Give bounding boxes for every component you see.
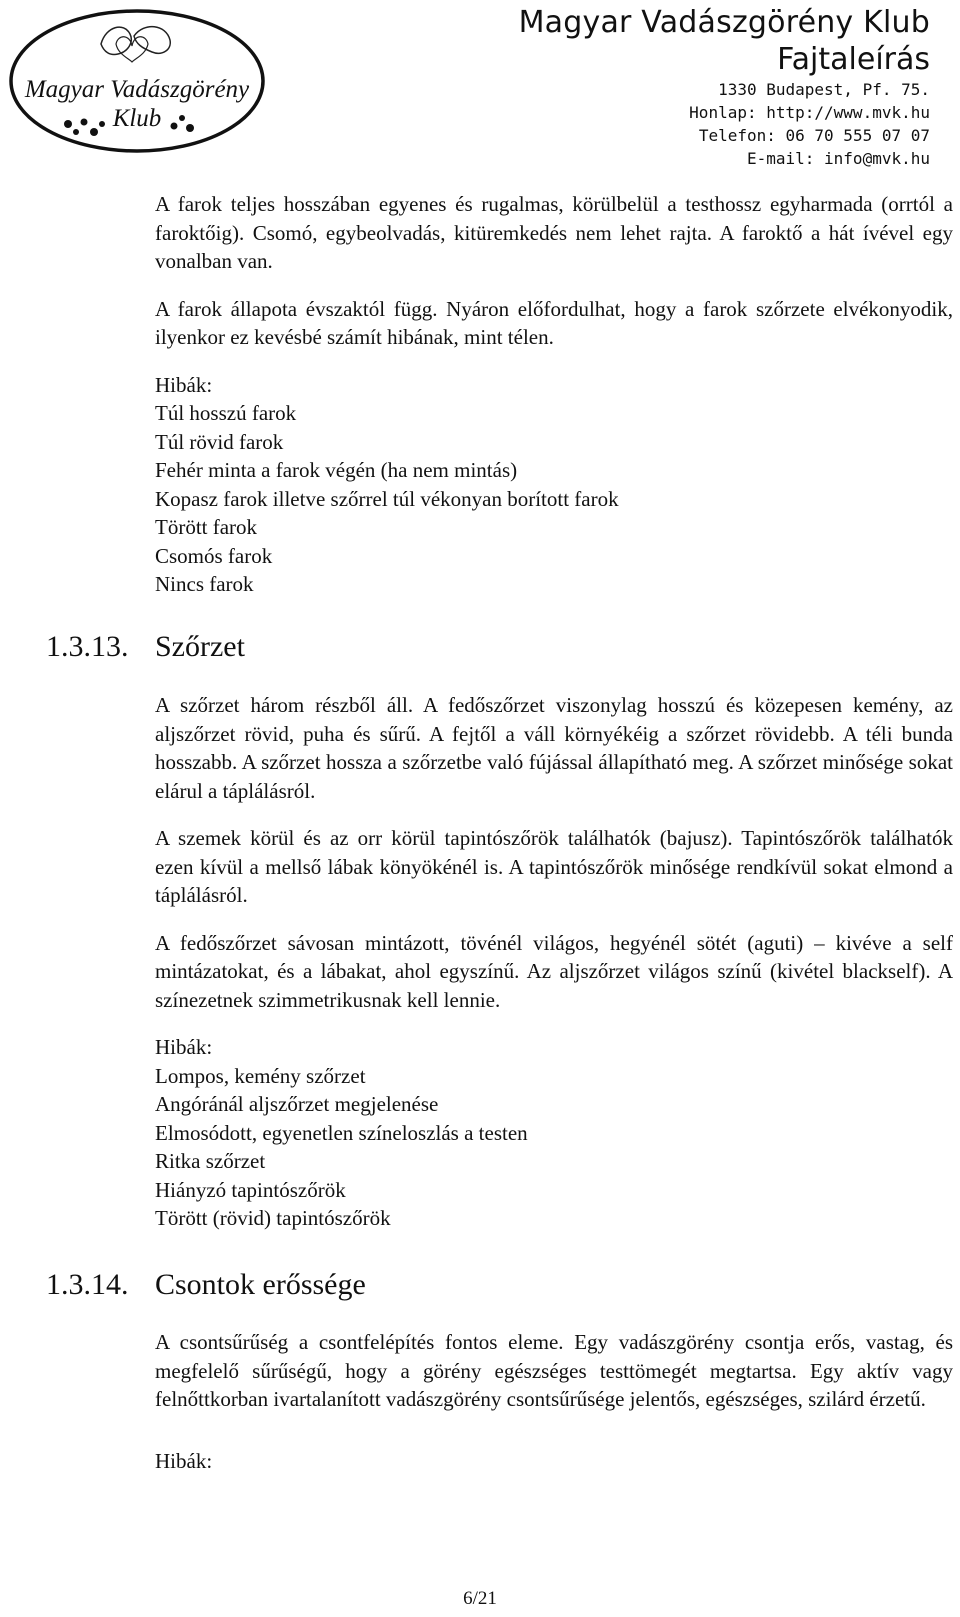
list-item: Angóránál aljszőrzet megjelenése [155, 1092, 439, 1116]
tail-faults-list [155, 399, 953, 599]
bone-faults-label: Hibák: [155, 1448, 213, 1473]
section-14-body [155, 1328, 953, 1475]
page-number: 6/21 [463, 1588, 497, 1609]
list-item: Törött farok [155, 515, 258, 539]
coat-faults-list [155, 1062, 953, 1233]
list-item: Elmosódott, egyenetlen színeloszlás a testen [155, 1120, 528, 1145]
website: Honlap: http://www.mvk.hu [689, 103, 930, 122]
logo-line1: Magyar Vadászgörény [24, 76, 250, 103]
list-item: Kopasz farok illetve szőrrel túl vékonyan borított farok [155, 486, 619, 511]
tail-paragraph-1: A farok teljes hosszában egyenes és rugalmas, körülbelül a testhossz egyharmada (orrtól a faroktőig). Csomó, egybeolvadás, kitüremkedés nem lehet rajta. A faroktő a hát ívével egy vonalban van. [155, 192, 953, 273]
coat-paragraph-3: A fedőszőrzet sávosan mintázott, tövénél világos, hegyénél sötét (aguti) – kivéve a self mintázatokat, és a lábakat, ahol egyszínű. Az aljszőrzet világos színű (kivétel blackself). A színezetnek szimmetrikusnak kell lennie. [155, 930, 953, 1012]
coat-paragraph-1: A szőrzet három részből áll. A fedőszőrzet viszonylag hosszú és közepesen kemény, az aljszőrzet rövid, puha és sűrű. A fejtől a váll környékéig a szőrzet rövidebb. A téli bunda hosszabb. A szőrzet hossza a szőrzetbe való fújással állapítható meg. A szőrzet minősége sokat elárul a táplálásról. [155, 693, 953, 803]
bone-paragraph-1: A csontsűrűség a csontfelépítés fontos eleme. Egy vadászgörény csontja erős, vastag, és megfelelő sűrűségű, hogy a görény egészséges testtömegét megtartsa. Egy aktív vagy felnőttkorban ivartalanított vadászgörény csontsűrűsége jelentős, egészséges, szilárd érzetű. [155, 1330, 953, 1411]
section-number: 1.3.14. [46, 1268, 129, 1301]
logo-line2: Klub [112, 105, 162, 132]
email: E-mail: info@mvk.hu [746, 149, 930, 168]
list-item: Nincs farok [155, 572, 254, 596]
list-item: Túl rövid farok [155, 429, 284, 454]
tail-faults-label: Hibák: [155, 372, 213, 397]
section-heading-14 [46, 1268, 366, 1302]
list-item: Ritka szőrzet [155, 1149, 266, 1173]
section-title: Szőrzet [155, 630, 245, 663]
letterhead [519, 4, 930, 170]
list-item: Hiányzó tapintószőrök [155, 1177, 346, 1202]
list-item: Fehér minta a farok végén (ha nem mintás) [155, 458, 518, 482]
section-heading-13 [46, 630, 245, 664]
coat-paragraph-2: A szemek körül és az orr körül tapintószőrök találhatók (bajusz). Tapintószőrök találhatók ezen kívül a mellső lábak könyökénél is. A tapintószőrök minősége rendkívül sokat elmond a táplálásról. [155, 826, 953, 907]
list-item: Túl hosszú farok [155, 401, 297, 425]
club-name: Magyar Vadászgörény Klub [518, 5, 930, 40]
tail-block [155, 190, 953, 599]
list-item: Lompos, kemény szőrzet [155, 1063, 366, 1088]
list-item: Csomós farok [155, 543, 273, 568]
coat-faults-label: Hibák: [155, 1035, 213, 1059]
club-logo [6, 4, 268, 154]
list-item: Törött (rövid) tapintószőrök [155, 1206, 391, 1230]
address: 1330 Budapest, Pf. 75. [718, 80, 930, 99]
document-subtitle: Fajtaleírás [777, 42, 930, 77]
section-13-body [155, 691, 953, 1233]
phone: Telefon: 06 70 555 07 07 [698, 126, 930, 145]
logo-ferret-left [101, 27, 131, 54]
tail-paragraph-2: A farok állapota évszaktól függ. Nyáron előfordulhat, hogy a farok szőrzete elvékonyodik, ilyenkor ez kevésbé számít hibának, mint télen. [155, 296, 953, 349]
section-number: 1.3.13. [46, 630, 129, 663]
section-title: Csontok erőssége [155, 1268, 366, 1301]
logo-ferret-right [134, 27, 170, 54]
